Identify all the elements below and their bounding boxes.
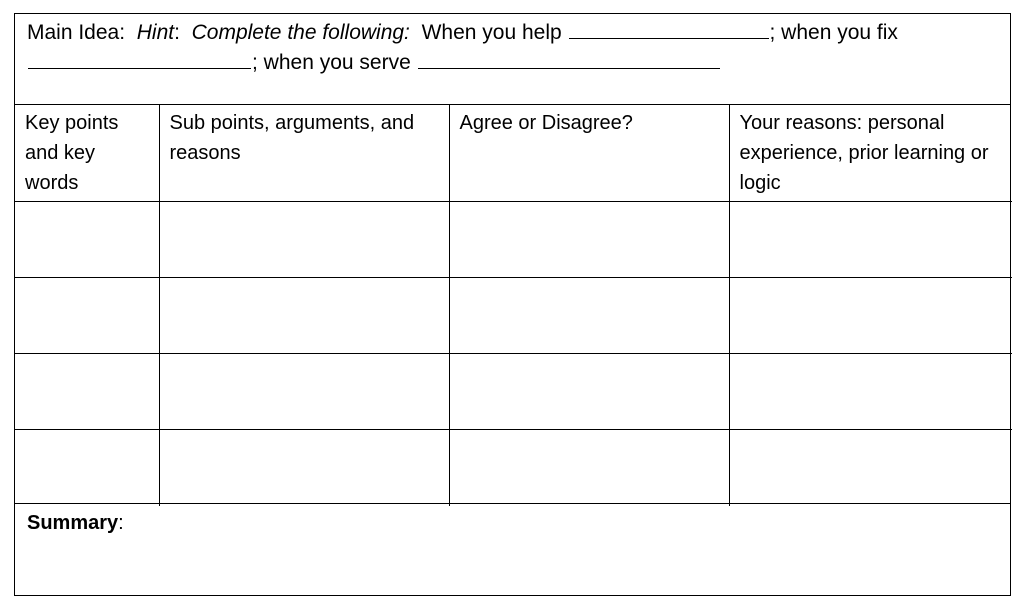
hint-colon: :	[174, 21, 180, 44]
table-row	[15, 278, 1012, 354]
blank-help[interactable]	[569, 18, 769, 39]
table-cell[interactable]	[159, 278, 449, 354]
table-cell[interactable]	[729, 354, 1012, 430]
summary-colon: :	[118, 512, 124, 534]
blank-fix[interactable]	[28, 48, 251, 69]
table-cell[interactable]	[729, 202, 1012, 278]
table-cell[interactable]	[449, 202, 729, 278]
table-row	[15, 354, 1012, 430]
main-idea-line-2	[27, 48, 1010, 78]
table-cell[interactable]	[15, 278, 159, 354]
prompt-help: When you help	[421, 21, 562, 44]
prompt-serve: ; when you serve	[252, 51, 411, 74]
worksheet	[14, 13, 1011, 596]
table-cell[interactable]	[449, 278, 729, 354]
table-cell[interactable]	[159, 354, 449, 430]
blank-serve[interactable]	[418, 48, 720, 69]
main-idea-section	[15, 14, 1010, 105]
table-row	[15, 430, 1012, 506]
header-key-points: Key points and key words	[15, 105, 159, 202]
table-cell[interactable]	[159, 202, 449, 278]
summary-label: Summary	[27, 512, 119, 534]
table-cell[interactable]	[15, 202, 159, 278]
header-your-reasons: Your reasons: personal experience, prior learning or logic	[729, 105, 1012, 202]
main-idea-line-1	[27, 18, 1010, 48]
header-agree-disagree: Agree or Disagree?	[449, 105, 729, 202]
notes-table	[15, 105, 1012, 506]
hint-instruction: Complete the following:	[191, 21, 410, 44]
main-idea-label: Main Idea:	[27, 21, 126, 44]
table-cell[interactable]	[729, 278, 1012, 354]
table-cell[interactable]	[449, 354, 729, 430]
table-cell[interactable]	[15, 430, 159, 506]
prompt-fix: ; when you fix	[769, 21, 898, 44]
table-header-row	[15, 105, 1012, 202]
table-row	[15, 202, 1012, 278]
hint-label: Hint	[136, 21, 175, 44]
table-cell[interactable]	[159, 430, 449, 506]
table-cell[interactable]	[15, 354, 159, 430]
header-sub-points: Sub points, arguments, and reasons	[159, 105, 449, 202]
summary-section[interactable]	[15, 503, 1010, 595]
table-cell[interactable]	[729, 430, 1012, 506]
table-cell[interactable]	[449, 430, 729, 506]
